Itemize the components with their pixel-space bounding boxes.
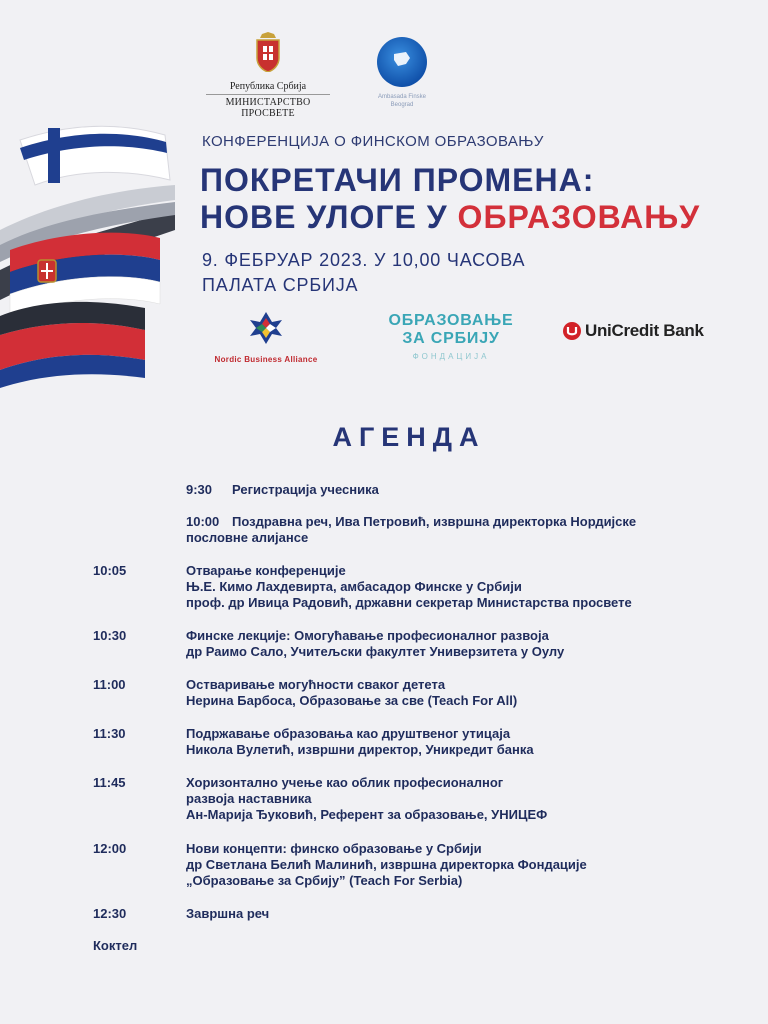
embassy-line2: Beograd	[390, 102, 414, 108]
obr-logo-line2: ЗА СРБИЈУ	[402, 330, 500, 347]
agenda-item-line: проф. др Ивица Радовић, државни секретар Министарства просвете	[186, 595, 632, 610]
agenda-item-description	[186, 628, 746, 660]
agenda-item-time: 12:30	[93, 906, 127, 921]
obrazovanje-za-srbiju-logo	[381, 312, 521, 361]
agenda-item-time: 11:30	[93, 726, 126, 741]
obr-logo-line3: ФОНДАЦИЈА	[412, 352, 490, 361]
agenda-item-line: Регистрација учесника	[232, 482, 379, 497]
agenda-item-line: Поздравна реч, Ива Петровић, извршна директорка Нордијске	[232, 514, 637, 529]
agenda-item-time: 12:00	[93, 841, 127, 856]
flag-ribbon-illustration	[0, 120, 180, 395]
agenda-item-line: Завршна реч	[186, 906, 270, 921]
event-date: 9. ФЕБРУАР 2023. У 10,00 ЧАСОВА	[202, 250, 526, 270]
agenda-item-time: 10:00	[186, 514, 220, 529]
agenda-item-description	[186, 563, 746, 611]
agenda-item-line: Нерина Барбоса, Образовање за све (Teach For All)	[186, 693, 518, 708]
agenda-item-line: Остваривање могућности сваког детета	[186, 677, 446, 692]
agenda-item-time: 10:05	[93, 563, 127, 578]
agenda-footer: Коктел	[93, 938, 138, 953]
agenda-item-description	[186, 775, 746, 823]
conference-title-line2	[200, 200, 700, 234]
obr-logo-line1: ОБРАЗОВАЊЕ	[388, 312, 514, 329]
agenda-item-line: Отварање конференције	[186, 563, 346, 578]
agenda-title: АГЕНДА	[332, 422, 486, 452]
serbian-coat-of-arms-icon	[254, 32, 282, 72]
ministry-line1: Република Србија	[229, 81, 307, 92]
agenda-item-description	[186, 906, 746, 922]
nordic-business-alliance-name: Nordic Business Alliance	[214, 355, 318, 364]
agenda-item-line: Никола Вулетић, извршни директор, Уникредит банка	[186, 742, 534, 757]
title-line2-part1: НОВЕ УЛОГЕ У	[200, 199, 458, 235]
nordic-star-icon	[246, 310, 286, 346]
agenda-item-line: Подржавање образовања као друштвеног утицаја	[186, 726, 511, 741]
title-line2-highlight: ОБРАЗОВАЊУ	[457, 199, 701, 235]
event-venue: ПАЛАТА СРБИЈА	[202, 275, 359, 295]
agenda-item-line: Нови концепти: финско образовање у Србији	[186, 841, 482, 856]
unicredit-name: UniCredit Bank	[585, 321, 704, 340]
agenda-item-description	[186, 841, 746, 889]
agenda-item-line: Ан-Марија Ђуковић, Референт за образовање, УНИЦЕФ	[186, 807, 548, 822]
agenda-item-line: др Светлана Белић Малинић, извршна директорка Фондације	[186, 857, 587, 872]
agenda-item-line: Хоризонтално учење као облик професионалног	[186, 775, 504, 790]
agenda-item-line: развоја наставника	[186, 791, 312, 806]
embassy-logo	[362, 36, 442, 109]
agenda-item-time: 11:00	[93, 677, 126, 692]
conference-title-line1: ПОКРЕТАЧИ ПРОМЕНА:	[200, 162, 595, 198]
agenda-item-line: Њ.Е. Кимо Лахдевирта, амбасадор Финске у Србији	[186, 579, 522, 594]
agenda-item-line: Финске лекције: Омогућавање професионалног развоја	[186, 628, 549, 643]
agenda-item-time: 10:30	[93, 628, 127, 643]
agenda-item-time: 11:45	[93, 775, 126, 790]
embassy-line1: Ambasada Finske	[377, 94, 427, 100]
conference-subtitle: КОНФЕРЕНЦИЈА О ФИНСКОМ ОБРАЗОВАЊУ	[202, 133, 544, 150]
agenda-item-time: 9:30	[186, 482, 213, 497]
agenda-item-description	[186, 677, 746, 709]
ministry-logo	[200, 32, 336, 119]
agenda-item-line: пословне алијансе	[186, 530, 309, 545]
unicredit-bank-logo	[563, 321, 704, 341]
agenda-item-line: др Раимо Сало, Учитељски факултет Универзитета у Оулу	[186, 644, 565, 659]
agenda-item-description	[186, 726, 746, 758]
finland-lion-globe-icon	[376, 36, 428, 88]
ministry-line2: МИНИСТАРСТВО ПРОСВЕТЕ	[206, 94, 330, 119]
agenda-item-line: „Образовање за Србију” (Teach For Serbia)	[186, 873, 463, 888]
unicredit-icon	[563, 322, 581, 340]
nordic-business-alliance-logo	[200, 310, 332, 364]
